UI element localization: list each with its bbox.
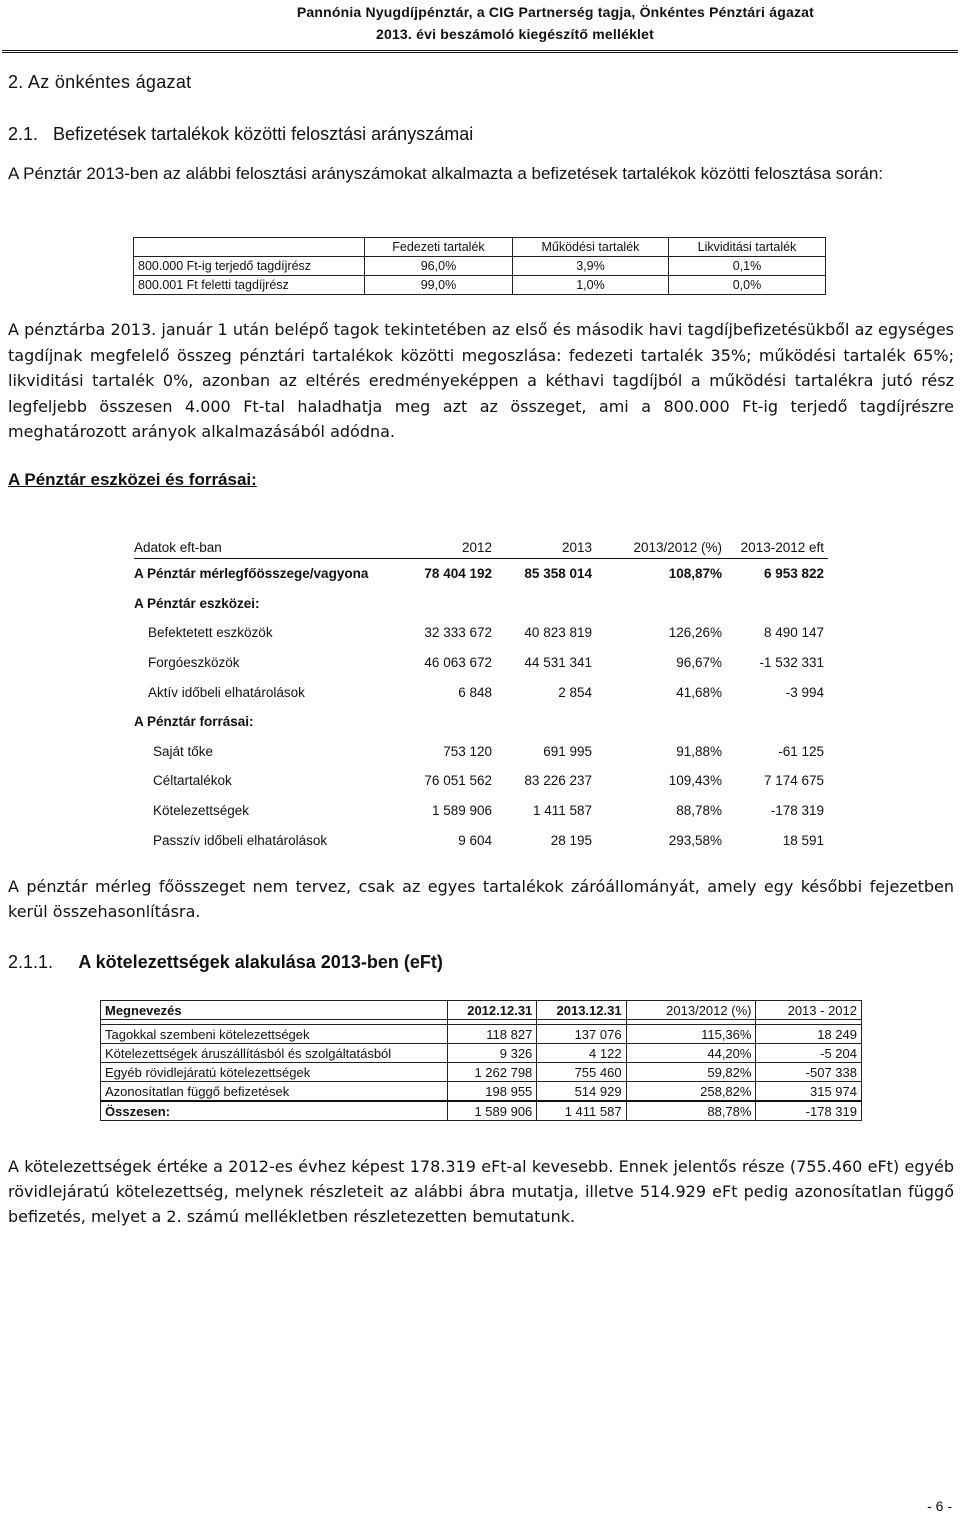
table-cell: Összesen: [101,1101,448,1121]
assets-label-row [134,589,828,619]
liabilities-header-cell: 2013.12.31 [537,1001,626,1020]
table-cell: Egyéb rövidlejáratú kötelezettségek [101,1063,448,1082]
table-row [134,276,826,295]
liabilities-header-cell: 2013/2012 (%) [626,1001,756,1020]
table-cell: 753 120 [443,743,492,759]
table-cell: 41,68% [676,684,722,700]
assets-title: A Pénztár eszközei és forrásai: [8,470,257,489]
table-cell: 198 955 [448,1082,537,1102]
table-cell: 9 326 [448,1044,537,1063]
table-cell: 7 174 675 [763,773,824,789]
header-line-1: Pannónia Nyugdíjpénztár, a CIG Partnerség tagja, Önkéntes Pénztári ágazat [296,4,814,20]
january-paragraph: A pénztárba 2013. január 1 után belépő tagok tekintetében az első és második havi tagdíjbefizetésükből az egységes tagdíjnak megfelelő összeg pénztári tartalékok közötti megoszlása: fedezeti tartalék 35%; működési tartalék 65%; likviditási tartalék 0%, azonban az eltérés eredményeképpen a kéthavi tagdíjból a működési tartalékra jutó rész legfeljebb összesen 4.000 Ft-tal haladhatja meg azt az összeget, ami a 800.000 Ft-ig terjedő tagdíjrészre meghatározott arányok alkalmazásából adódna. [8,320,954,441]
table-cell: -178 319 [770,803,824,819]
table-cell: 78 404 192 [424,566,492,582]
subsection-title: Befizetések tartalékok közötti felosztási arányszámai [53,124,474,144]
table-cell: 1 589 906 [431,803,492,819]
table-cell: 6 953 822 [763,566,824,582]
table-row [134,825,828,855]
table-cell: 1 589 906 [448,1101,537,1121]
page-number: - 6 - [927,1498,952,1514]
table-cell: 99,0% [365,276,513,295]
balance-table [134,531,828,855]
table-cell: 691 995 [543,743,592,759]
table-row [101,1025,862,1044]
balance-header-cell: 2012 [396,531,496,559]
distribution-header-row [134,238,826,257]
liabilities-table [100,1000,862,1121]
balance-header-cell: 2013 [496,531,596,559]
table-cell: 85 358 014 [524,566,592,582]
table-cell: 76 051 562 [424,773,492,789]
table-cell: Céltartalékok [153,773,232,789]
table-cell: 44,20% [626,1044,756,1063]
table-cell: 96,67% [676,655,722,671]
sources-label-row [134,707,828,737]
table-cell: 83 226 237 [524,773,592,789]
table-row [101,1082,862,1102]
distribution-table [133,237,826,295]
header-rule [2,50,958,53]
table-cell: 88,78% [626,1101,756,1121]
liabilities-header-cell: 2012.12.31 [448,1001,537,1020]
table-row [134,737,828,767]
section-title: 2. Az önkéntes ágazat [8,72,192,92]
table-cell: 59,82% [626,1063,756,1082]
distribution-header-cell: Likviditási tartalék [668,238,825,257]
table-row [134,257,826,276]
table-cell: 1 411 587 [537,1101,626,1121]
table-cell: 126,26% [668,625,722,641]
balance-paragraph: A pénztár mérleg főösszeget nem tervez, csak az egyes tartalékok záróállományát, amely egy későbbi fejezetben kerül összehasonlításra. [8,877,954,921]
table-cell: 1,0% [512,276,668,295]
table-cell: 514 929 [537,1082,626,1102]
balance-total-row [134,559,828,589]
table-cell: Passzív időbeli elhatárolások [153,832,328,848]
liabilities-header-cell: 2013 - 2012 [756,1001,862,1020]
table-cell: Azonosítatlan függő befizetések [101,1082,448,1102]
table-cell: Tagokkal szembeni kötelezettségek [101,1025,448,1044]
table-cell: 91,88% [676,743,722,759]
liabilities-total-row [101,1101,862,1121]
table-row [134,677,828,707]
table-cell: -178 319 [756,1101,862,1121]
table-cell: 4 122 [537,1044,626,1063]
table-cell: 88,78% [676,803,722,819]
balance-header-cell: Adatok eft-ban [134,531,396,559]
table-cell: Kötelezettségek áruszállításból és szolgáltatásból [101,1044,448,1063]
table-cell: Kötelezettségek [153,803,250,819]
table-row [134,766,828,796]
table-cell: 18 249 [756,1025,862,1044]
table-cell: 18 591 [782,832,824,848]
table-cell: Befektetett eszközök [148,625,273,641]
subsection-heading [8,124,473,145]
table-cell: 109,43% [668,773,722,789]
subsection-number: 2.1. [8,124,39,144]
table-cell: -1 532 331 [759,655,824,671]
sources-label: A Pénztár forrásai: [134,714,254,730]
intro-paragraph: A Pénztár 2013-ben az alábbi felosztási arányszámokat alkalmazta a befizetések tartalékok közötti felosztása során: [8,164,884,183]
table-row [134,618,828,648]
balance-header-cell: 2013-2012 eft [726,531,828,559]
table-cell: -507 338 [756,1063,862,1082]
distribution-header-cell: Működési tartalék [512,238,668,257]
table-cell: 1 411 587 [532,803,592,819]
subsection2-heading [8,952,443,973]
table-cell: Forgóeszközök [148,655,240,671]
page-header [0,0,960,50]
table-row [101,1044,862,1063]
liabilities-paragraph: A kötelezettségek értéke a 2012-es évhez képest 178.319 eFt-al kevesebb. Ennek jelentős része (755.460 eFt) egyéb rövidlejáratú kötelezettség, melynek részleteit az alábbi ábra mutatja, illetve 514.929 eFt pedig azonosítatlan függő befizetés, melyet a 2. számú mellékletben részletezetten bemutatunk. [8,1157,954,1226]
table-cell: 40 823 819 [524,625,592,641]
table-cell: -5 204 [756,1044,862,1063]
assets-label: A Pénztár eszközei: [134,595,260,611]
table-cell: -61 125 [778,743,824,759]
table-cell: 96,0% [365,257,513,276]
table-cell: 108,87% [668,566,722,582]
table-cell: 0,1% [668,257,825,276]
distribution-header-cell [134,238,365,257]
table-cell: 1 262 798 [448,1063,537,1082]
table-cell: 2 854 [558,684,592,700]
table-row [134,648,828,678]
table-cell: Saját tőke [153,743,214,759]
subsection2-title: A kötelezettségek alakulása 2013-ben (eFt) [78,952,443,972]
table-cell: 44 531 341 [524,655,592,671]
table-cell: 8 490 147 [763,625,824,641]
table-cell: 755 460 [537,1063,626,1082]
table-cell: 9 604 [458,832,492,848]
table-cell: A Pénztár mérlegfőösszege/vagyona [134,566,369,582]
table-cell: Aktív időbeli elhatárolások [148,684,305,700]
table-cell: 32 333 672 [424,625,492,641]
distribution-header-cell: Fedezeti tartalék [365,238,513,257]
table-cell: 28 195 [550,832,592,848]
subsection2-number: 2.1.1. [8,952,54,972]
table-cell: 137 076 [537,1025,626,1044]
table-cell: 293,58% [668,832,722,848]
table-cell: 115,36% [626,1025,756,1044]
table-row [101,1063,862,1082]
table-cell: -3 994 [785,684,824,700]
table-row [134,796,828,826]
table-cell: 0,0% [668,276,825,295]
table-cell: 800.001 Ft feletti tagdíjrész [134,276,365,295]
header-line-2: 2013. évi beszámoló kiegészítő melléklet [375,26,654,42]
liabilities-header-row [101,1001,862,1020]
table-cell: 118 827 [448,1025,537,1044]
liabilities-header-cell: Megnevezés [101,1001,448,1020]
table-cell: 800.000 Ft-ig terjedő tagdíjrész [134,257,365,276]
table-cell: 3,9% [512,257,668,276]
table-cell: 6 848 [458,684,492,700]
balance-header-cell: 2013/2012 (%) [596,531,726,559]
table-cell: 258,82% [626,1082,756,1102]
table-cell: 46 063 672 [424,655,492,671]
table-cell: 315 974 [756,1082,862,1102]
balance-header-row [134,531,828,559]
